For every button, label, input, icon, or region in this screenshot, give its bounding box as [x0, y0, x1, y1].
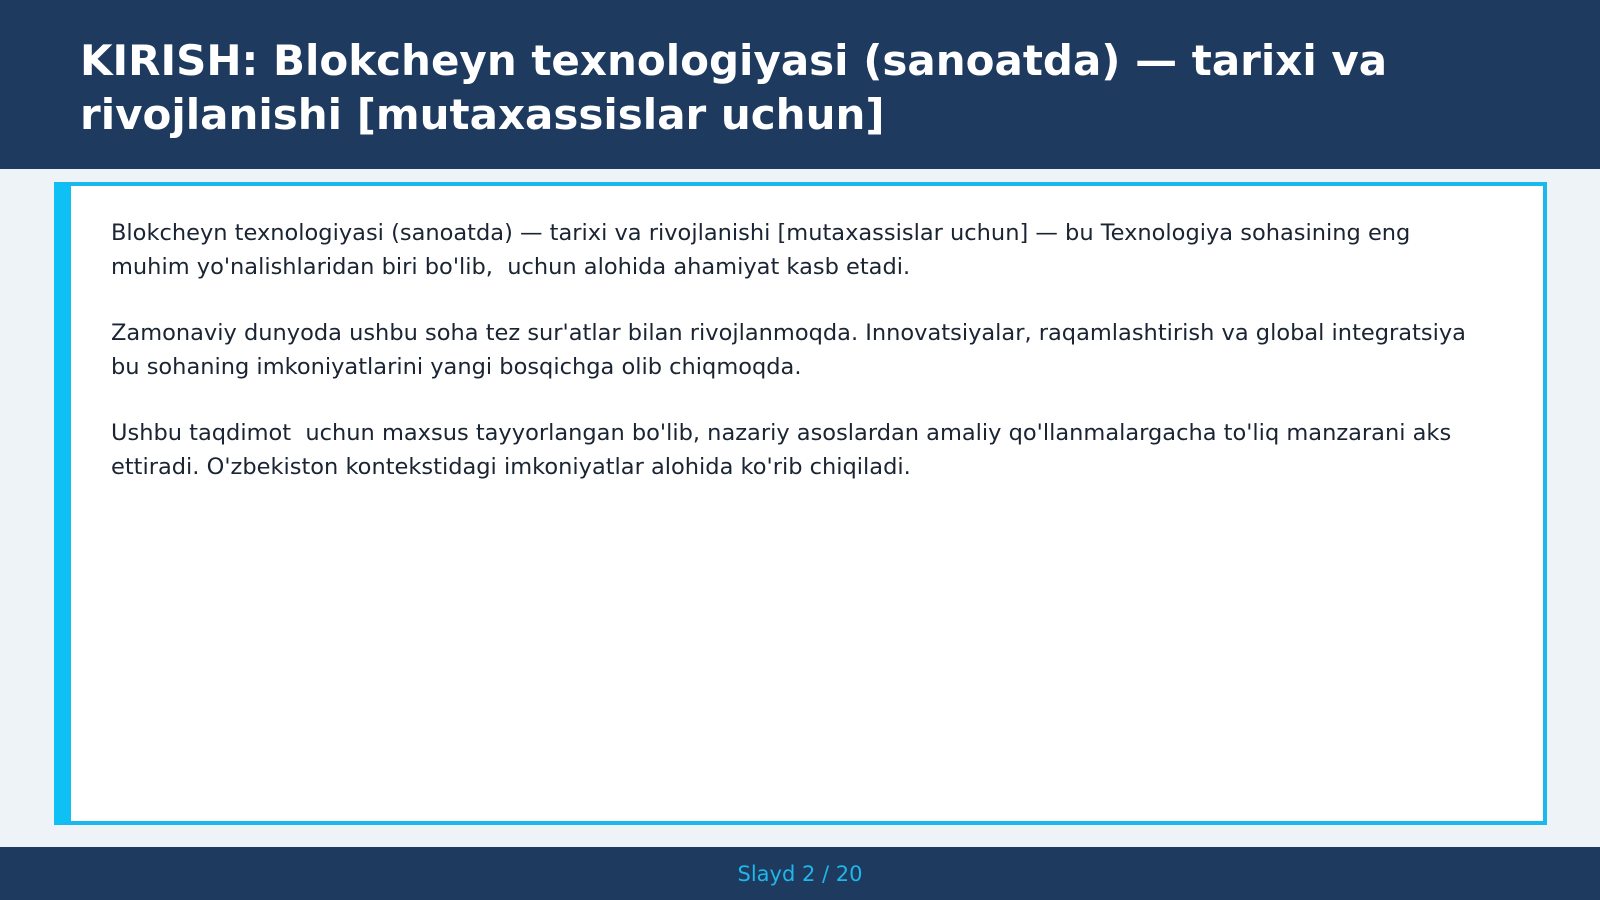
paragraph-intro: Blokcheyn texnologiyasi (sanoatda) — tarixi va rivojlanishi [mutaxassislar uchun] — bu Texnologiya sohasining eng muhim yo'nalishlaridan biri bo'lib, uchun alohida ahamiyat kasb etadi.	[111, 220, 1418, 280]
content-card	[54, 182, 1547, 825]
content-body	[111, 216, 1491, 516]
slide-title: KIRISH: Blokcheyn texnologiyasi (sanoatda) — tarixi va rivojlanishi [mutaxassislar uchun]	[80, 36, 1388, 139]
slide-header	[0, 0, 1600, 169]
slide-counter: Slayd 2 / 20	[737, 861, 863, 886]
paragraph-modern-world: Zamonaviy dunyoda ushbu soha tez sur'atlar bilan rivojlanmoqda. Innovatsiyalar, raqamlashtirish va global integratsiya bu sohaning imkoniyatlarini yangi bosqichga olib chiqmoqda.	[111, 320, 1474, 380]
paragraph-presentation-scope: Ushbu taqdimot uchun maxsus tayyorlangan bo'lib, nazariy asoslardan amaliy qo'llanmalargacha to'liq manzarani aks ettiradi. O'zbekiston kontekstidagi imkoniyatlar alohida ko'rib chiqiladi.	[111, 420, 1459, 480]
slide-footer	[0, 847, 1600, 900]
